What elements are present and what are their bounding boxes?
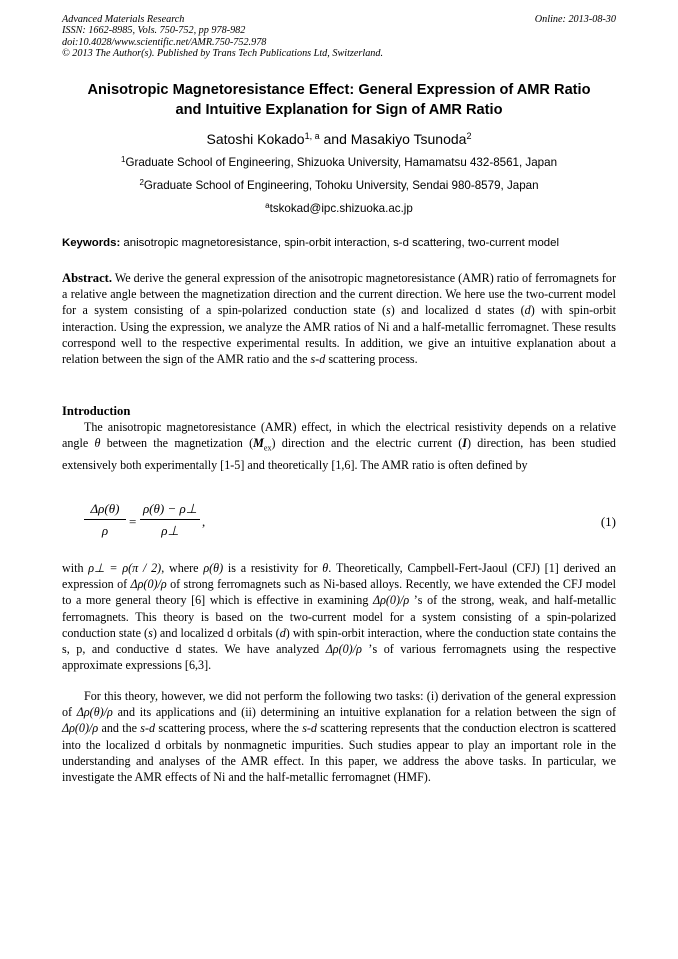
abstract bbox=[62, 270, 616, 367]
rho-theta: ρ(θ) bbox=[203, 561, 224, 575]
theta-symbol: θ bbox=[322, 561, 329, 575]
d-orbital-symbol: d bbox=[279, 625, 286, 640]
intro-p2-text-d: . Theoretically, Campbell-Fert-Jaoul (CFJ) [1] derived an expression of bbox=[62, 561, 616, 592]
abstract-label: Abstract. bbox=[62, 271, 113, 285]
intro-p3-text-e: scattering represents that the conduction electron is scattered into the localized d orbitals by nonmagnetic impurities. Such studies appear to play an important role in the understanding and analyses of the AMR effect. In this paper, we address the above tasks. In particular, we investigate the AMR effects of Ni and the half-metallic ferromagnet (HMF). bbox=[62, 721, 616, 785]
doi-line: doi:10.4028/www.scientific.net/AMR.750-752.978 bbox=[62, 36, 267, 48]
magnetization-symbol: M bbox=[253, 436, 264, 451]
intro-p3-text-b: and its applications and (ii) determining an intuitive explanation for a relation between the sign of bbox=[112, 705, 616, 720]
intro-p2-text-h: ) with spin-orbit interaction, where the conduction state contains the s, p, and conductive d states. We have analyzed bbox=[62, 625, 617, 657]
intro-paragraph-2 bbox=[62, 560, 616, 673]
intro-p3-text-d: scattering process, where the bbox=[155, 721, 303, 736]
amr-ratio-symbol: Δρ(0)/ρ bbox=[130, 577, 167, 592]
s-state-symbol: s bbox=[148, 625, 153, 640]
intro-p1-text-c: ) direction and the electric current ( bbox=[271, 436, 463, 451]
theta-symbol: θ bbox=[94, 436, 101, 451]
issn-line: ISSN: 1662-8985, Vols. 750-752, pp 978-982 bbox=[62, 25, 246, 37]
author-2: Masakiyo Tsunoda bbox=[350, 131, 467, 147]
abstract-sd: s-d bbox=[310, 352, 326, 367]
intro-p2-text-f: ’s of the strong, weak, and half-metallic ferromagnets. This theory is based on the two-current model for a system consisting of a spin-polarized conduction state ( bbox=[62, 593, 616, 640]
intro-p2-text-b: , where bbox=[161, 561, 204, 575]
eq-lhs-fraction bbox=[84, 501, 126, 539]
eq-rhs-fraction bbox=[140, 501, 200, 539]
author-2-marker: 2 bbox=[466, 131, 472, 141]
amr-ratio-symbol: Δρ(0)/ρ bbox=[62, 721, 99, 736]
intro-paragraph-1 bbox=[62, 419, 616, 473]
abstract-s: s bbox=[386, 303, 391, 318]
copyright-line: © 2013 The Author(s). Published by Trans Tech Publications Ltd, Switzerland. bbox=[62, 48, 384, 60]
eq-lhs-numerator: Δρ(θ) bbox=[84, 501, 126, 520]
author-1: Satoshi Kokado bbox=[206, 131, 305, 147]
title-line-1: Anisotropic Magnetoresistance Effect: General Expression of AMR Ratio bbox=[87, 82, 591, 98]
section-heading-introduction: Introduction bbox=[62, 404, 131, 418]
author-line bbox=[60, 130, 618, 148]
keywords-label: Keywords: bbox=[62, 237, 121, 249]
sd-symbol: s-d bbox=[302, 721, 317, 736]
affiliation-1-text: Graduate School of Engineering, Shizuoka University, Hamamatsu 432-8561, Japan bbox=[125, 156, 558, 169]
affiliation-2 bbox=[60, 179, 618, 193]
equation-number: (1) bbox=[600, 514, 616, 529]
affiliation-1-marker: 1 bbox=[120, 155, 126, 164]
title-line-2: and Intuitive Explanation for Sign of AMR Ratio bbox=[175, 102, 503, 118]
eq-equals: = bbox=[129, 514, 137, 529]
eq-rhs-numerator: ρ(θ) − ρ⊥ bbox=[140, 501, 200, 520]
eq-rhs-denominator: ρ⊥ bbox=[161, 523, 179, 538]
email-text[interactable]: tskokad@ipc.shizuoka.ac.jp bbox=[269, 202, 413, 215]
amr-ratio-symbol: Δρ(0)/ρ bbox=[325, 642, 362, 657]
email-marker: a bbox=[265, 201, 270, 210]
intro-p1-text-d: ) direction, has been studied extensively both experimentally [1-5] and theoretically [1,6]. The AMR ratio is often defined by bbox=[62, 436, 616, 472]
intro-p1-text-b: between the magnetization ( bbox=[100, 436, 254, 451]
intro-p2-text-e: of strong ferromagnets such as Ni-based alloys. Recently, we have extended the CFJ model to a more general theory [6] which is effective in examining bbox=[62, 577, 616, 608]
abstract-text-1: We derive the general expression of the anisotropic magnetoresistance (AMR) ratio of ferromagnets for a relative angle between the magnetization direction and the current direction. We here use the two-current model for a system consisting of a spin-polarized conduction state ( bbox=[62, 271, 616, 318]
intro-p2-text-c: is a resistivity for bbox=[223, 561, 323, 575]
rho-perp-definition: ρ⊥ = ρ(π / 2) bbox=[88, 561, 162, 575]
intro-p3-text-a: For this theory, however, we did not perform the following two tasks: (i) derivation of the general expression of bbox=[62, 689, 616, 720]
sd-symbol: s-d bbox=[140, 721, 156, 736]
author-1-marker: 1, a bbox=[304, 131, 320, 141]
intro-p1-text-a: The anisotropic magnetoresistance (AMR) effect, in which the electrical resistivity depends on a relative angle bbox=[62, 420, 616, 451]
intro-p2-text-i: ’s of various ferromagnets using the respective approximate expressions [6,3]. bbox=[62, 642, 617, 673]
abstract-text-3: ) with spin-orbit interaction. Using the expression, we analyze the AMR ratios of Ni and a half-metallic ferromagnet. These results correspond well to the respective experimental results. In addition, we give an intuitive explanation about a relation between the sign of the AMR ratio and the bbox=[62, 303, 616, 367]
affiliation-2-marker: 2 bbox=[139, 178, 144, 187]
intro-p3-text-c: and the bbox=[98, 721, 141, 736]
current-symbol: I bbox=[462, 436, 467, 451]
amr-ratio-symbol: Δρ(0)/ρ bbox=[372, 593, 410, 608]
keywords-text: anisotropic magnetoresistance, spin-orbit interaction, s-d scattering, two-current model bbox=[120, 237, 559, 249]
affiliation-2-text: Graduate School of Engineering, Tohoku University, Sendai 980-8579, Japan bbox=[143, 179, 539, 192]
intro-p2-text-a: with bbox=[62, 561, 89, 575]
affiliation-1 bbox=[60, 156, 618, 170]
eq-comma: , bbox=[202, 514, 206, 529]
author-email bbox=[60, 202, 618, 216]
equation-1 bbox=[84, 501, 616, 547]
amr-ratio-theta-symbol: Δρ(θ)/ρ bbox=[76, 705, 113, 720]
journal-name: Advanced Materials Research bbox=[62, 14, 185, 25]
eq-lhs-denominator: ρ bbox=[101, 523, 109, 538]
intro-paragraph-3 bbox=[62, 688, 616, 785]
abstract-d: d bbox=[524, 303, 531, 318]
journal-header bbox=[62, 14, 616, 60]
intro-p2-text-g: ) and localized d orbitals ( bbox=[152, 625, 280, 640]
author-conjunction: and bbox=[319, 131, 351, 147]
paper-title bbox=[56, 80, 622, 120]
abstract-text-4: scattering process. bbox=[325, 352, 418, 367]
keywords bbox=[62, 236, 618, 250]
magnetization-subscript: ex bbox=[263, 443, 272, 453]
online-date: Online: 2013-08-30 bbox=[534, 14, 616, 25]
abstract-text-2: ) and localized d states ( bbox=[390, 303, 525, 318]
